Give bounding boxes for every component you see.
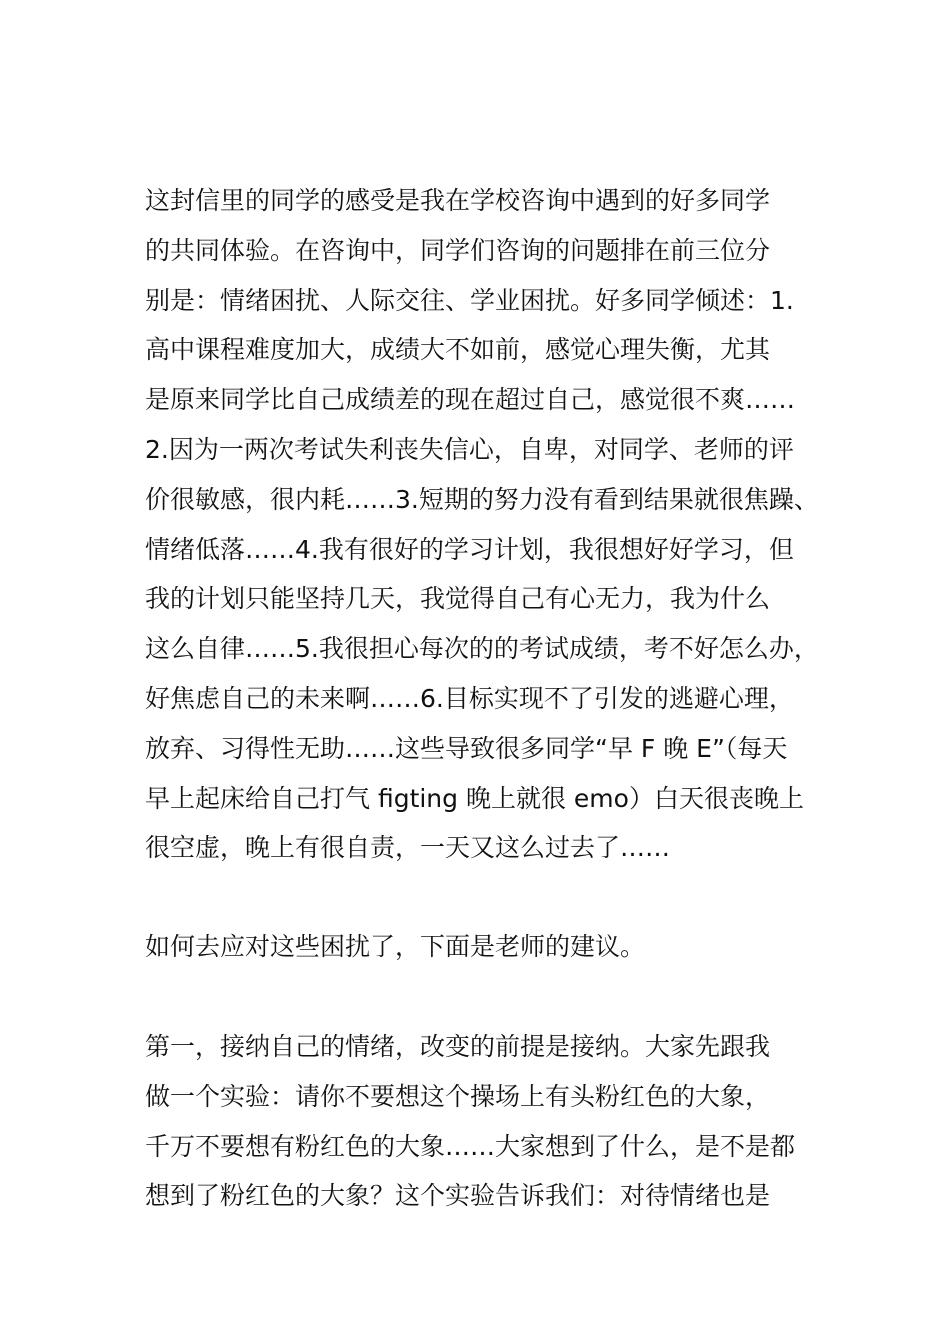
text-line: 千万不要想有粉红色的大象……大家想到了什么，是不是都 <box>145 1131 796 1161</box>
text-line: 这么自律……5.我很担心每次的的考试成绩，考不好怎么办， <box>145 634 819 664</box>
text-line: 想到了粉红色的大象？这个实验告诉我们：对待情绪也是 <box>145 1181 771 1211</box>
text-line: 价很敏感，很内耗……3.短期的努力没有看到结果就很焦躁、 <box>145 484 819 514</box>
text-line: 是原来同学比自己成绩差的现在超过自己，感觉很不爽…… <box>145 385 796 415</box>
paragraph-suggestion-one <box>145 1022 835 1221</box>
text-line: 这封信里的同学的感受是我在学校咨询中遇到的好多同学 <box>145 186 771 215</box>
text-line: 如何去应对这些困扰了，下面是老师的建议。 <box>145 932 646 961</box>
text-line: 我的计划只能坚持几天，我觉得自己有心无力，我为什么 <box>145 584 771 614</box>
text-line: 放弃、习得性无助……这些导致很多同学“早 F 晚 E”（每天 <box>145 733 788 763</box>
text-line: 的共同体验。在咨询中，同学们咨询的问题排在前三位分 <box>145 235 771 265</box>
text-line: 早上起床给自己打气 figting 晚上就很 emo）白天很丧晚上 <box>145 783 804 813</box>
text-line: 做一个实验：请你不要想这个操场上有头粉红色的大象， <box>145 1081 771 1111</box>
text-line: 好焦虑自己的未来啊……6.目标实现不了引发的逃避心理， <box>145 683 794 713</box>
paragraph-transition <box>145 922 835 972</box>
text-line: 第一，接纳自己的情绪，改变的前提是接纳。大家先跟我 <box>145 1032 771 1061</box>
text-line: 高中课程难度加大，成绩大不如前，感觉心理失衡，尤其 <box>145 335 771 365</box>
paragraph-student-experiences <box>145 176 835 873</box>
text-line: 2.因为一两次考试失利丧失信心，自卑，对同学、老师的评 <box>145 434 794 464</box>
text-line: 情绪低落……4.我有很好的学习计划，我很想好好学习，但 <box>145 534 794 564</box>
text-line: 很空虚，晚上有很自责，一天又这么过去了…… <box>145 833 671 863</box>
text-line: 别是：情绪困扰、人际交往、学业困扰。好多同学倾述：1. <box>145 285 794 315</box>
